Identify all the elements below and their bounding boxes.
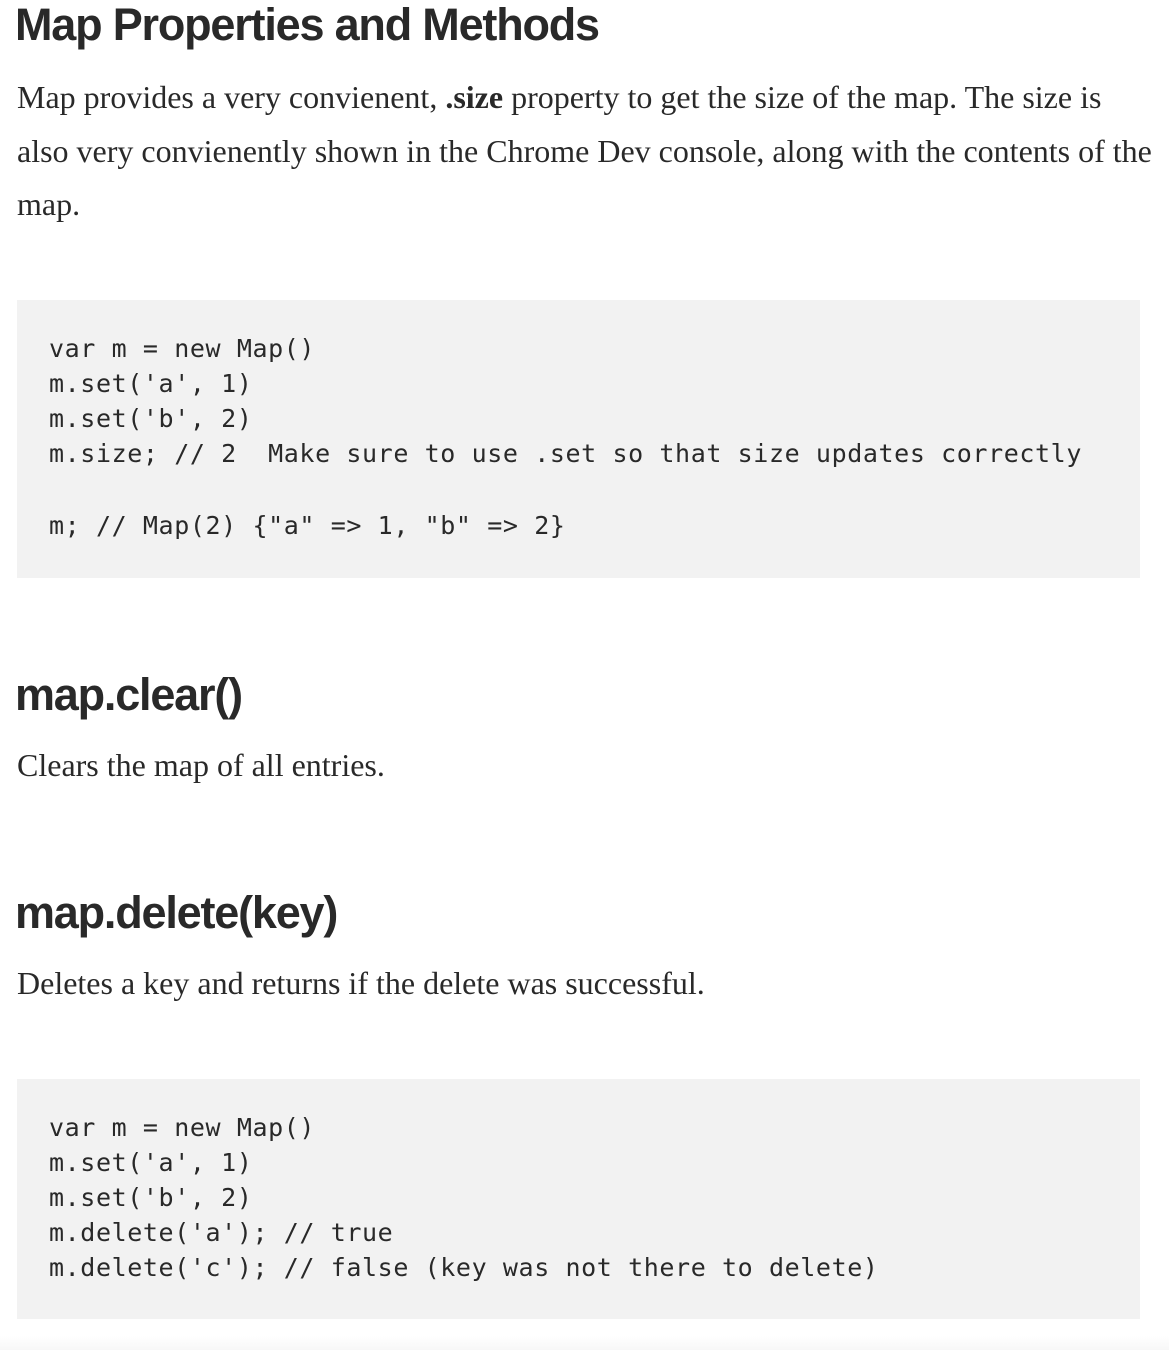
intro-paragraph xyxy=(17,71,1157,232)
code-line: m.set('a', 1) xyxy=(49,369,253,398)
code-line: m.delete('a'); // true xyxy=(49,1218,394,1247)
size-property-inline: .size xyxy=(445,79,504,115)
code-line-blank xyxy=(49,471,1140,508)
code-line: m.size; // 2 Make sure to use .set so that size updates correctly xyxy=(49,439,1082,468)
code-block-delete xyxy=(17,1079,1140,1319)
intro-text-end: property to get the size of the map. The size is also very convienently shown in the Chrome Dev console, along with the contents of the map. xyxy=(17,79,1152,222)
code-line: m.set('a', 1) xyxy=(49,1148,253,1177)
code-line: m.set('b', 2) xyxy=(49,1183,253,1212)
code-block-size xyxy=(17,300,1140,578)
code-line: m.set('b', 2) xyxy=(49,404,253,433)
code-line: var m = new Map() xyxy=(49,1113,316,1142)
code-line: m; // Map(2) {"a" => 1, "b" => 2} xyxy=(49,511,566,540)
section-heading-map-properties: Map Properties and Methods xyxy=(15,0,599,50)
code-line: m.delete('c'); // false (key was not there to delete) xyxy=(49,1253,879,1282)
clear-description: Clears the map of all entries. xyxy=(17,747,385,783)
section-heading-map-delete: map.delete(key) xyxy=(15,887,338,938)
code-line: var m = new Map() xyxy=(49,334,316,363)
intro-text-start: Map provides a very convienent, xyxy=(17,79,446,115)
delete-description: Deletes a key and returns if the delete was successful. xyxy=(17,965,705,1001)
page-bottom-edge xyxy=(0,1336,1169,1350)
section-heading-map-clear: map.clear() xyxy=(15,669,242,720)
